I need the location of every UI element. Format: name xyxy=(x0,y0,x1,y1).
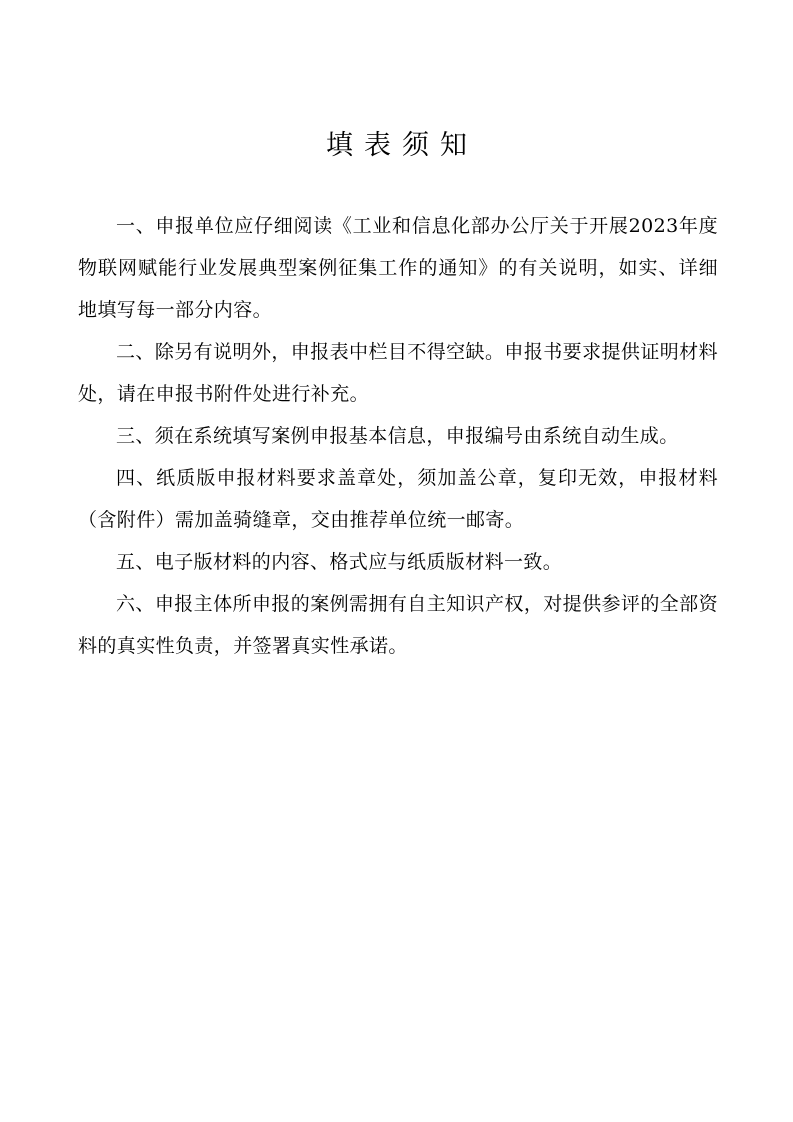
instruction-paragraph-4: 四、纸质版申报材料要求盖章处，须加盖公章，复印无效，申报材料（含附件）需加盖骑缝章，交由推荐单位统一邮寄。 xyxy=(78,467,718,531)
instruction-paragraph-3: 三、须在系统填写案例申报基本信息，申报编号由系统自动生成。 xyxy=(116,425,679,447)
instruction-paragraph-2: 二、除另有说明外，申报表中栏目不得空缺。申报书要求提供证明材料处，请在申报书附件处进行补充。 xyxy=(78,341,718,405)
instruction-paragraph-6: 六、申报主体所申报的案例需拥有自主知识产权，对提供参评的全部资料的真实性负责，并签署真实性承诺。 xyxy=(78,593,718,657)
instructions-body xyxy=(78,205,718,667)
instruction-paragraph-5: 五、电子版材料的内容、格式应与纸质版材料一致。 xyxy=(116,551,563,573)
page-title: 填表须知 xyxy=(326,130,478,161)
instruction-paragraph-1: 一、申报单位应仔细阅读《工业和信息化部办公厅关于开展2023年度物联网赋能行业发展典型案例征集工作的通知》的有关说明，如实、详细地填写每一部分内容。 xyxy=(78,215,718,321)
